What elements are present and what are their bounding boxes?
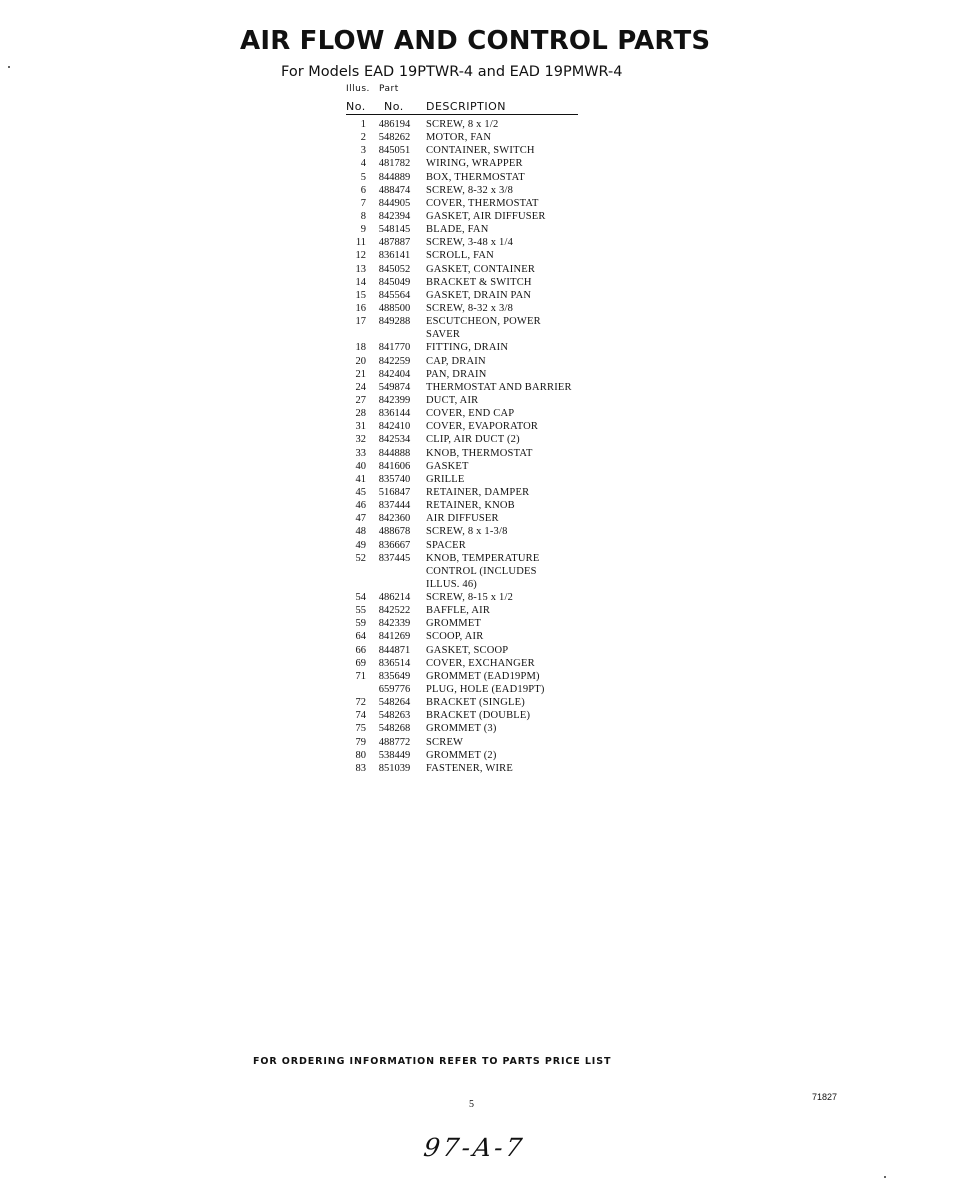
illus-number: 7 [360, 197, 366, 209]
table-row [346, 341, 572, 354]
part-description: GRILLE [426, 473, 465, 485]
table-row [346, 355, 572, 368]
scan-speck [8, 66, 10, 68]
table-row [346, 617, 572, 630]
illus-number: 9 [360, 224, 366, 236]
part-number: 486214 [378, 592, 411, 604]
table-row [346, 223, 572, 236]
part-description: SAVER [426, 329, 461, 341]
table-row [346, 657, 572, 670]
table-row [346, 578, 572, 591]
part-description: BAFFLE, AIR [426, 605, 491, 617]
table-row [346, 184, 572, 197]
part-description: PAN, DRAIN [426, 368, 487, 380]
part-description: THERMOSTAT AND BARRIER [426, 381, 572, 393]
illus-number: 1 [360, 119, 366, 130]
part-description: BLADE, FAN [426, 224, 489, 236]
table-row [346, 236, 572, 249]
table-row [346, 473, 572, 486]
part-number: 842259 [378, 355, 411, 367]
illus-number: 45 [355, 486, 366, 498]
part-description: KNOB, TEMPERATURE [426, 552, 540, 564]
part-description: WIRING, WRAPPER [426, 158, 523, 170]
illus-number: 17 [355, 316, 366, 328]
illus-number: 5 [360, 171, 366, 183]
description-header: DESCRIPTION [426, 100, 506, 113]
part-number: 837444 [378, 500, 411, 512]
parts-list [346, 118, 572, 775]
table-row [346, 736, 572, 749]
illus-number: 55 [355, 605, 366, 617]
handwritten-note: 97-A-7 [421, 1133, 527, 1162]
part-description: SCREW, 8-32 x 3/8 [426, 302, 514, 314]
illus-number: 13 [355, 263, 366, 275]
part-description: MOTOR, FAN [426, 132, 492, 144]
part-description: CONTAINER, SWITCH [426, 145, 535, 157]
part-description: SCREW [426, 736, 464, 748]
table-row [346, 276, 572, 289]
table-row [346, 683, 572, 696]
illus-number: 2 [360, 132, 366, 144]
part-number: 548145 [378, 224, 411, 236]
part-description: COVER, EXCHANGER [426, 657, 535, 669]
illus-number: 21 [355, 368, 366, 380]
illus-number: 4 [360, 158, 366, 170]
table-row [346, 447, 572, 460]
part-description: SCREW, 8 x 1/2 [426, 119, 499, 130]
part-number: 488500 [378, 302, 411, 314]
illus-number: 28 [355, 408, 366, 420]
part-number: 845052 [378, 263, 411, 275]
part-description: SCREW, 8 x 1-3/8 [426, 526, 508, 538]
part-number: 845564 [378, 289, 411, 301]
illus-header-label: Illus. [346, 84, 370, 94]
part-number: 548263 [378, 710, 411, 722]
part-number: 836514 [378, 657, 411, 669]
illus-number: 31 [355, 421, 366, 433]
part-description: RETAINER, DAMPER [426, 486, 530, 498]
part-description: GASKET, SCOOP [426, 644, 509, 656]
illus-number: 69 [355, 657, 366, 669]
illus-number: 15 [355, 289, 366, 301]
table-row [346, 591, 572, 604]
illus-number: 48 [355, 526, 366, 538]
part-number: 549874 [378, 381, 411, 393]
part-no-header: No. [384, 100, 404, 113]
part-number: 837445 [378, 552, 411, 564]
table-header-top [346, 84, 399, 94]
part-number: 845051 [378, 145, 411, 157]
part-number: 836144 [378, 408, 411, 420]
table-row [346, 722, 572, 735]
illus-number: 71 [355, 670, 366, 682]
table-row [346, 263, 572, 276]
part-description: GASKET, CONTAINER [426, 263, 536, 275]
table-row [346, 118, 572, 131]
part-number: 842360 [378, 513, 411, 525]
part-number: 481782 [378, 158, 411, 170]
part-description: PLUG, HOLE (EAD19PT) [426, 684, 545, 696]
table-row [346, 144, 572, 157]
illus-number: 8 [360, 210, 366, 222]
part-description: GROMMET (EAD19PM) [426, 670, 540, 682]
table-row [346, 328, 572, 341]
part-header-label: Part [379, 84, 399, 94]
part-number: 844888 [378, 447, 411, 459]
part-number: 842399 [378, 394, 411, 406]
part-number: 841606 [378, 460, 411, 472]
part-description: CLIP, AIR DUCT (2) [426, 434, 520, 446]
part-number: 841269 [378, 631, 411, 643]
illus-number: 20 [355, 355, 366, 367]
table-row [346, 407, 572, 420]
part-description: SCOOP, AIR [426, 631, 484, 643]
part-description: DUCT, AIR [426, 394, 479, 406]
illus-number: 12 [355, 250, 366, 262]
table-row [346, 486, 572, 499]
part-number: 836667 [378, 539, 411, 551]
part-description: SCREW, 8-15 x 1/2 [426, 592, 514, 604]
part-number: 842394 [378, 210, 411, 222]
part-number: 538449 [378, 749, 411, 761]
part-number: 841770 [378, 342, 411, 354]
illus-number: 74 [355, 710, 366, 722]
models-subtitle: For Models EAD 19PTWR-4 and EAD 19PMWR-4 [281, 64, 623, 80]
table-row [346, 368, 572, 381]
illus-number: 47 [355, 513, 366, 525]
part-number: 851039 [378, 762, 411, 774]
table-row [346, 460, 572, 473]
table-row [346, 197, 572, 210]
header-rule [346, 114, 578, 115]
table-row [346, 394, 572, 407]
table-row [346, 131, 572, 144]
part-description: GROMMET [426, 618, 482, 630]
table-row [346, 433, 572, 446]
table-row [346, 525, 572, 538]
part-number: 548268 [378, 723, 411, 735]
table-row [346, 709, 572, 722]
illus-number: 27 [355, 394, 366, 406]
illus-number: 11 [355, 237, 366, 249]
part-description: COVER, EVAPORATOR [426, 421, 539, 433]
part-number: 516847 [378, 486, 411, 498]
illus-number: 59 [355, 618, 366, 630]
part-description: ESCUTCHEON, POWER [426, 316, 541, 328]
table-row [346, 630, 572, 643]
part-number: 548262 [378, 132, 411, 144]
part-number: 548264 [378, 697, 411, 709]
table-row [346, 539, 572, 552]
illus-number: 40 [355, 460, 366, 472]
part-number: 842410 [378, 421, 411, 433]
part-description: COVER, END CAP [426, 408, 515, 420]
scan-speck [884, 1176, 886, 1178]
part-number: 836141 [378, 250, 411, 262]
illus-number: 24 [355, 381, 366, 393]
illus-number: 3 [360, 145, 366, 157]
ordering-note: FOR ORDERING INFORMATION REFER TO PARTS PRICE LIST [253, 1056, 612, 1067]
part-number: 488474 [378, 184, 411, 196]
table-row [346, 210, 572, 223]
part-number: 844889 [378, 171, 411, 183]
table-row [346, 381, 572, 394]
part-number: 488678 [378, 526, 411, 538]
part-number: 844905 [378, 197, 411, 209]
page-number: 5 [469, 1099, 474, 1110]
part-description: FASTENER, WIRE [426, 762, 513, 774]
part-number: 842404 [378, 368, 411, 380]
part-description: CONTROL (INCLUDES [426, 565, 537, 577]
illus-number: 66 [355, 644, 366, 656]
illus-number: 6 [360, 184, 366, 196]
illus-number: 72 [355, 697, 366, 709]
part-number: 842339 [378, 618, 411, 630]
part-description: SCREW, 8-32 x 3/8 [426, 184, 514, 196]
part-description: SCROLL, FAN [426, 250, 494, 262]
table-header-bottom [346, 100, 506, 113]
illus-number: 54 [355, 592, 366, 604]
illus-number: 14 [355, 276, 366, 288]
page-title: AIR FLOW AND CONTROL PARTS [240, 26, 711, 56]
part-description: GASKET, AIR DIFFUSER [426, 210, 546, 222]
table-row [346, 315, 572, 328]
part-description: RETAINER, KNOB [426, 500, 515, 512]
part-number: 488772 [378, 736, 411, 748]
part-description: GASKET [426, 460, 469, 472]
table-row [346, 302, 572, 315]
part-number: 486194 [378, 119, 411, 130]
part-description: GROMMET (2) [426, 749, 497, 761]
table-row [346, 749, 572, 762]
table-row [346, 499, 572, 512]
part-description: COVER, THERMOSTAT [426, 197, 539, 209]
table-row [346, 289, 572, 302]
part-description: SCREW, 3-48 x 1/4 [426, 237, 514, 249]
table-row [346, 420, 572, 433]
part-description: BRACKET (DOUBLE) [426, 710, 531, 722]
table-row [346, 604, 572, 617]
part-number: 844871 [378, 644, 411, 656]
part-number: 835649 [378, 670, 411, 682]
table-row [346, 157, 572, 170]
table-row [346, 762, 572, 775]
table-row [346, 171, 572, 184]
illus-number: 41 [355, 473, 366, 485]
document-number: 71827 [812, 1092, 838, 1102]
part-description: SPACER [426, 539, 466, 551]
illus-no-header: No. [346, 100, 366, 113]
table-row [346, 670, 572, 683]
illus-number: 64 [355, 631, 366, 643]
table-row [346, 696, 572, 709]
table-row [346, 565, 572, 578]
part-description: KNOB, THERMOSTAT [426, 447, 533, 459]
part-number: 849288 [378, 316, 411, 328]
part-description: ILLUS. 46) [426, 578, 477, 590]
part-description: GROMMET (3) [426, 723, 497, 735]
illus-number: 75 [355, 723, 366, 735]
table-row [346, 512, 572, 525]
illus-number: 33 [355, 447, 366, 459]
part-description: BRACKET & SWITCH [426, 276, 532, 288]
illus-number: 46 [355, 500, 366, 512]
part-description: BOX, THERMOSTAT [426, 171, 525, 183]
table-row [346, 249, 572, 262]
illus-number: 18 [355, 342, 366, 354]
illus-number: 16 [355, 302, 366, 314]
part-description: AIR DIFFUSER [426, 513, 499, 525]
part-number: 659776 [378, 684, 411, 696]
part-number: 845049 [378, 276, 411, 288]
part-description: CAP, DRAIN [426, 355, 486, 367]
part-number: 835740 [378, 473, 411, 485]
part-number: 842534 [378, 434, 411, 446]
part-description: BRACKET (SINGLE) [426, 697, 525, 709]
illus-number: 79 [355, 736, 366, 748]
illus-number: 52 [355, 552, 366, 564]
table-row [346, 644, 572, 657]
illus-number: 80 [355, 749, 366, 761]
part-number: 487887 [378, 237, 411, 249]
part-description: GASKET, DRAIN PAN [426, 289, 532, 301]
part-number: 842522 [378, 605, 411, 617]
part-description: FITTING, DRAIN [426, 342, 509, 354]
illus-number: 32 [355, 434, 366, 446]
table-row [346, 552, 572, 565]
illus-number: 83 [355, 762, 366, 774]
illus-number: 49 [355, 539, 366, 551]
